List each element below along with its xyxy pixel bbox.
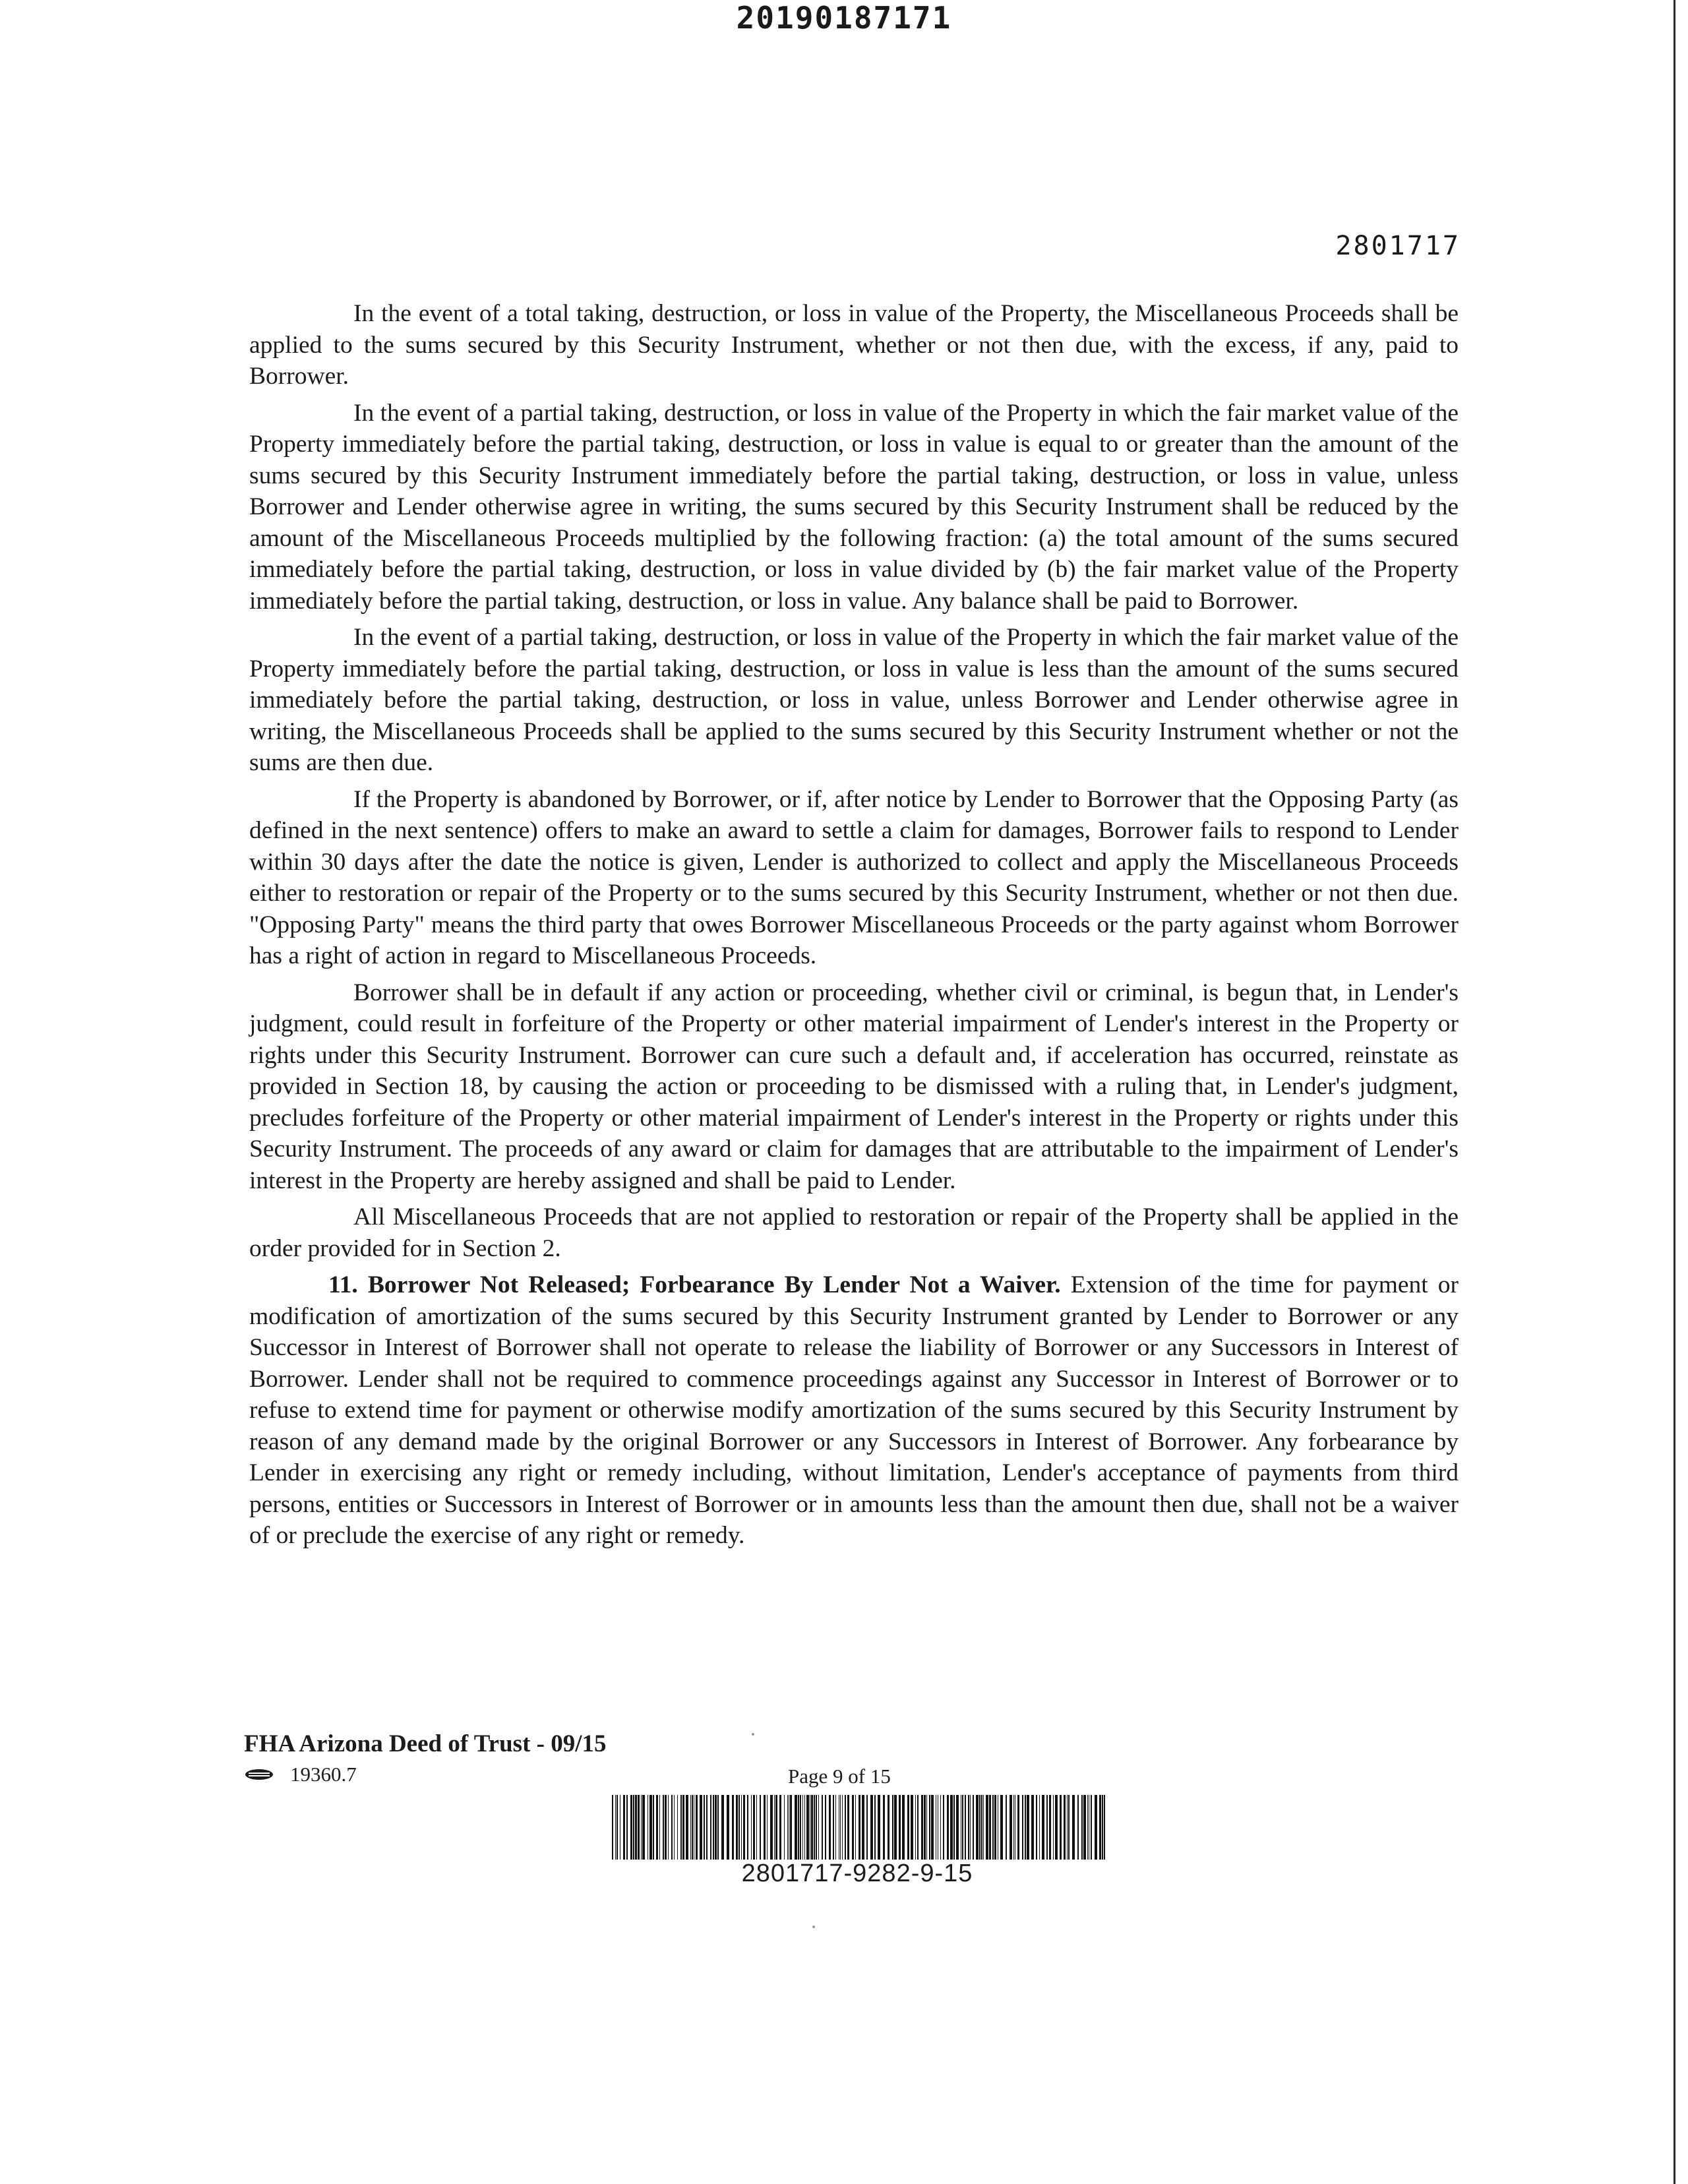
barcode-bar — [878, 1795, 880, 1860]
barcode-bar — [764, 1795, 766, 1860]
form-code-line — [244, 1763, 357, 1786]
barcode-bar — [979, 1795, 980, 1860]
barcode-bar — [816, 1795, 817, 1860]
barcode-bar — [1013, 1795, 1014, 1860]
barcode-bar — [1042, 1795, 1044, 1860]
barcode-bar — [1083, 1795, 1086, 1860]
barcode-bar — [743, 1795, 745, 1860]
barcode-bar — [943, 1795, 944, 1860]
barcode-bar — [710, 1795, 711, 1860]
barcode-bar — [626, 1795, 628, 1860]
barcode-bar — [617, 1795, 618, 1860]
paragraph-borrower-default: Borrower shall be in default if any action or proceeding, whether civil or criminal, is begun that, in Lender's judgment, could result in forfeiture of the Property or other material impairment of Lender's interest in the Property or rights under this Security Instrument. Borrower can cure such a default and, if acceleration has occurred, reinstate as provided in Section 18, by causing the action or proceeding to be dismissed with a ruling that, in Lender's judgment, precludes forfeiture of the Property or other material impairment of Lender's interest in the Property or rights under this Security Instrument. The proceeds of any award or claim for damages that are attributable to the impairment of Lender's interest in the Property are hereby assigned and shall be paid to Lender. — [249, 979, 1459, 1194]
form-code: 19360.7 — [290, 1763, 357, 1786]
barcode-bar — [859, 1795, 860, 1860]
barcode-bar — [692, 1795, 693, 1860]
loan-number: 2801717 — [1335, 231, 1461, 261]
barcode-bar — [892, 1795, 893, 1860]
barcode-bar — [623, 1795, 625, 1860]
barcode-bar — [986, 1795, 988, 1860]
barcode-bar — [798, 1795, 799, 1860]
barcode-bar — [1095, 1795, 1097, 1860]
barcode-bar — [779, 1795, 781, 1860]
barcode-bar — [973, 1795, 974, 1860]
barcode-bar — [847, 1795, 849, 1860]
barcode-bar — [855, 1795, 856, 1860]
barcode-bar — [1036, 1795, 1037, 1860]
barcode-bar — [1087, 1795, 1088, 1860]
barcode-bar — [1072, 1795, 1075, 1860]
paragraph-partial-taking-greater: In the event of a partial taking, destruction, or loss in value of the Property in which the fair market value of the Property immediately before the partial taking, destruction, or loss in value is equal to or greater than the amount of the sums secured by this Security Instrument immediately before the partial taking, destruction, or loss in value, unless Borrower and Lender otherwise agree in writing, the sums secured by this Security Instrument shall be reduced by the amount of the Miscellaneous Proceeds multiplied by the following fraction: (a) the total amount of the sums secured immediately before the partial taking, destruction, or loss in value divided by (b) the fair market value of the Property immediately before the partial taking, destruction, or loss in value. Any balance shall be paid to Borrower. — [249, 399, 1459, 615]
barcode-bar — [806, 1795, 809, 1860]
barcode-bar — [653, 1795, 654, 1860]
barcode-bar — [795, 1795, 797, 1860]
barcode-bar — [700, 1795, 702, 1860]
barcode-bar — [888, 1795, 889, 1860]
barcode-bar — [612, 1795, 613, 1860]
barcode-bar — [917, 1795, 919, 1860]
barcode-bar — [674, 1795, 675, 1860]
scan-speck — [812, 1926, 815, 1928]
barcode-bar — [921, 1795, 923, 1860]
barcode-bar — [862, 1795, 864, 1860]
barcode-bar — [665, 1795, 667, 1860]
barcode-bar — [866, 1795, 868, 1860]
barcode-bar — [802, 1795, 803, 1860]
barcode-bar — [1049, 1795, 1051, 1860]
barcode-bar — [747, 1795, 748, 1860]
barcode-bar — [956, 1795, 959, 1860]
barcode-bar — [845, 1795, 846, 1860]
barcode-bar — [915, 1795, 916, 1860]
paragraph-partial-taking-less: In the event of a partial taking, destruction, or loss in value of the Property in which the fair market value of the Property immediately before the partial taking, destruction, or loss in value is less than the amount of the sums secured immediately before the partial taking, destruction, or loss in value, unless Borrower and Lender otherwise agree in writing, the Miscellaneous Proceeds shall be applied to the sums secured by this Security Instrument whether or not the sums are then due. — [249, 624, 1459, 776]
barcode-bar — [1077, 1795, 1079, 1860]
barcode-bar — [970, 1795, 971, 1860]
barcode-bar — [931, 1795, 934, 1860]
barcode-bar — [926, 1795, 927, 1860]
barcode-bar — [994, 1795, 996, 1860]
barcode-bar — [1046, 1795, 1048, 1860]
barcode-bar — [965, 1795, 966, 1860]
barcode-bar — [1099, 1795, 1101, 1860]
page-indicator: Page 9 of 15 — [788, 1765, 891, 1788]
barcode-bar — [829, 1795, 831, 1860]
barcode-graphic — [612, 1795, 1106, 1860]
barcode-bar — [992, 1795, 994, 1860]
barcode-bar — [751, 1795, 752, 1860]
barcode-bar — [1025, 1795, 1026, 1860]
section-11-text: Extension of the time for payment or modification of amortization of the sums secured by this Security Instrument granted by Lender to Borrower or any Successor in Interest of Borrower shall not operate to release the liability of Borrower or any Successors in Interest of Borrower. Lender shall not be required to commence proceedings against any Successor in Interest of Borrower or to refuse to extend time for payment or otherwise modify amortization of the sums secured by this Security Instrument by reason of any demand made by the original Borrower or any Successors in Interest of Borrower. Any forbearance by Lender in exercising any right or remedy including, without limitation, Lender's acceptance of payments from third persons, entities or Successors in Interest of Borrower or in amounts less than the amount then due, shall not be a waiver of or preclude the exercise of any right or remedy. — [249, 1271, 1459, 1549]
barcode-bar — [663, 1795, 664, 1860]
paragraph-abandoned-property: If the Property is abandoned by Borrower, or if, after notice by Lender to Borrower that the Opposing Party (as defined in the next sentence) offers to make an award to settle a claim for damages, Borrower fails to respond to Lender within 30 days after the date the notice is given, Lender is authorized to collect and apply the Miscellaneous Proceeds either to restoration or repair of the Property or to the sums secured by this Security Instrument, whether or not then due. "Opposing Party" means the third party that owes Borrower Miscellaneous Proceeds or the party against whom Borrower has a right of action in regard to Miscellaneous Proceeds. — [249, 785, 1459, 969]
barcode-bar — [870, 1795, 873, 1860]
barcode-bar — [1064, 1795, 1066, 1860]
barcode-bar — [1017, 1795, 1019, 1860]
paragraph-miscellaneous-proceeds: All Miscellaneous Proceeds that are not applied to restoration or repair of the Property shall be applied in the order provided for in Section 2. — [249, 1203, 1459, 1262]
barcode-bar — [1053, 1795, 1054, 1860]
barcode-bar — [775, 1795, 777, 1860]
barcode-bar — [894, 1795, 897, 1860]
barcode-bar — [704, 1795, 705, 1860]
barcode-bar — [1068, 1795, 1070, 1860]
barcode-bar — [840, 1795, 841, 1860]
section-11-heading: 11. Borrower Not Released; Forbearance By Lender Not a Waiver. — [328, 1271, 1061, 1298]
barcode-bar — [767, 1795, 768, 1860]
barcode-bar — [736, 1795, 738, 1860]
barcode-bar — [671, 1795, 673, 1860]
barcode-bar — [641, 1795, 642, 1860]
barcode-bar — [615, 1795, 616, 1860]
scan-margin-line — [1673, 0, 1675, 2184]
barcode-bar — [804, 1795, 805, 1860]
barcode-number: 2801717-9282-9-15 — [741, 1860, 973, 1887]
barcode-bar — [1081, 1795, 1083, 1860]
barcode-bar — [770, 1795, 773, 1860]
barcode-bar — [902, 1795, 905, 1860]
barcode-bar — [680, 1795, 682, 1860]
barcode-bar — [1027, 1795, 1029, 1860]
barcode-bar — [706, 1795, 708, 1860]
barcode-bar — [732, 1795, 734, 1860]
barcode-bar — [717, 1795, 719, 1860]
barcode-bar — [983, 1795, 984, 1860]
barcode-bar — [833, 1795, 834, 1860]
barcode-bar — [1091, 1795, 1092, 1860]
barcode-bar — [818, 1795, 819, 1860]
barcode-bar — [1039, 1795, 1040, 1860]
barcode-bar — [638, 1795, 640, 1860]
barcode-bar — [835, 1795, 836, 1860]
barcode-bar — [1055, 1795, 1058, 1860]
barcode-bar — [1104, 1795, 1105, 1860]
document-body — [249, 298, 1459, 1557]
barcode-bar — [989, 1795, 991, 1860]
paragraph-total-taking: In the event of a total taking, destruction, or loss in value of the Property, the Miscellaneous Proceeds shall be applied to the sums secured by this Security Instrument, whether or not then due, with the excess, if any, paid to Borrower. — [249, 300, 1459, 390]
barcode-bar — [883, 1795, 885, 1860]
barcode-bar — [1067, 1795, 1068, 1860]
barcode-bar — [741, 1795, 742, 1860]
barcode-bar — [721, 1795, 724, 1860]
barcode-bar — [656, 1795, 658, 1860]
barcode-bar — [690, 1795, 691, 1860]
barcode-bar — [682, 1795, 684, 1860]
barcode-bar — [1031, 1795, 1034, 1860]
barcode-bar — [659, 1795, 660, 1860]
barcode-bar — [962, 1795, 963, 1860]
barcode-bar — [811, 1795, 813, 1860]
barcode-bar — [929, 1795, 930, 1860]
barcode-bar — [800, 1795, 801, 1860]
barcode-bar — [981, 1795, 982, 1860]
barcode-bar — [784, 1795, 785, 1860]
barcode-bar — [713, 1795, 714, 1860]
recording-number: 20190187171 — [736, 0, 952, 36]
barcode-bar — [787, 1795, 788, 1860]
barcode-bar — [760, 1795, 761, 1860]
form-vendor-logo-icon — [244, 1768, 274, 1781]
barcode-bar — [940, 1795, 941, 1860]
barcode-bar — [1006, 1795, 1007, 1860]
barcode-bar — [630, 1795, 632, 1860]
barcode-bar — [774, 1795, 775, 1860]
barcode-bar — [686, 1795, 688, 1860]
barcode-bar — [968, 1795, 969, 1860]
barcode-bar — [924, 1795, 926, 1860]
barcode-bar — [852, 1795, 854, 1860]
barcode-bar — [1102, 1795, 1103, 1860]
scan-speck — [752, 1733, 754, 1736]
barcode-bar — [756, 1795, 757, 1860]
barcode-bar — [753, 1795, 755, 1860]
barcode-bar — [790, 1795, 792, 1860]
barcode-bar — [677, 1795, 678, 1860]
barcode-bar — [1022, 1795, 1023, 1860]
form-title: FHA Arizona Deed of Trust - 09/15 — [244, 1730, 607, 1757]
barcode-bar — [907, 1795, 909, 1860]
barcode-bar — [1060, 1795, 1062, 1860]
barcode-bar — [668, 1795, 669, 1860]
barcode-bar — [976, 1795, 979, 1860]
barcode-bar — [947, 1795, 949, 1860]
section-11 — [249, 1269, 1459, 1552]
barcode-bar — [874, 1795, 876, 1860]
barcode-bar — [899, 1795, 901, 1860]
barcode-bar — [842, 1795, 843, 1860]
barcode-bar — [1000, 1795, 1003, 1860]
barcode-bar — [715, 1795, 717, 1860]
barcode-bar — [1010, 1795, 1012, 1860]
barcode-bar — [822, 1795, 823, 1860]
barcode-bar — [635, 1795, 637, 1860]
barcode-bar — [825, 1795, 826, 1860]
barcode-bar — [696, 1795, 698, 1860]
barcode-bar — [642, 1795, 645, 1860]
barcode-bar — [633, 1795, 634, 1860]
barcode-bar — [950, 1795, 953, 1860]
barcode-bar — [738, 1795, 740, 1860]
barcode-bar — [911, 1795, 913, 1860]
barcode-bar — [953, 1795, 955, 1860]
barcode-bar — [649, 1795, 652, 1860]
barcode-bar — [727, 1795, 729, 1860]
barcode-bar — [814, 1795, 815, 1860]
